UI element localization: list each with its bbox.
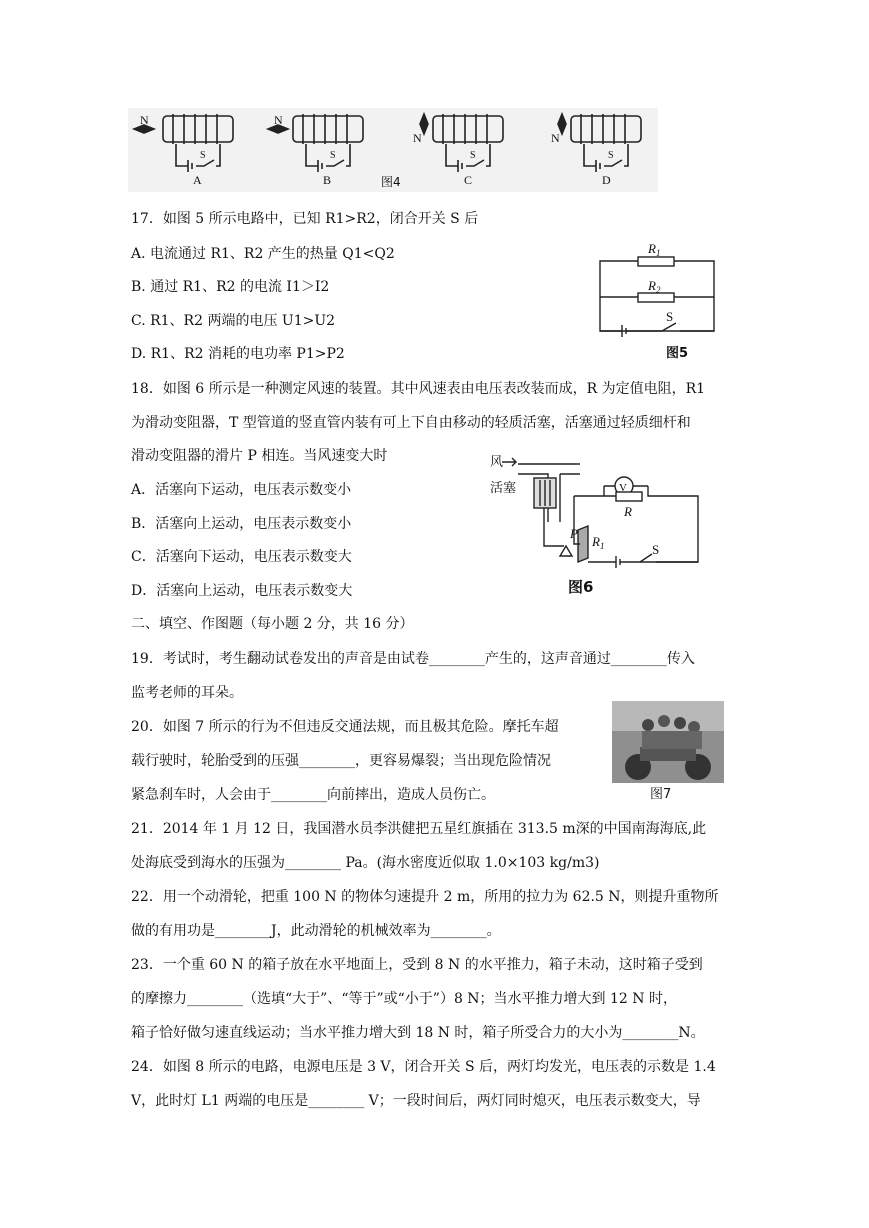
q19-line-2: 监考老师的耳朵。 [131,685,243,701]
option-label-c: C [464,173,473,187]
q21-line-2: 处海底受到海水的压强为________ Pa。(海水密度近似取 1.0×103 kg/m3) [131,855,600,871]
q23-line-1: 23．一个重 60 N 的箱子放在水平地面上，受到 8 N 的水平推力，箱子未动，这时箱子受到 [131,957,703,973]
q18-option-c: C．活塞向下运动，电压表示数变大 [131,549,352,565]
motorcycle-photo [612,701,724,783]
figure-5-caption: 图5 [666,346,689,361]
solenoid-a [134,114,233,172]
section-2-heading: 二、填空、作图题（每小题 2 分，共 16 分） [131,616,414,632]
figure-4 [128,108,658,192]
figure-6-caption: 图6 [568,578,594,596]
q17-option-b: B. 通过 R1、R2 的电流 I1＞I2 [131,279,330,295]
q18-option-a: A．活塞向下运动，电压表示数变小 [131,482,352,498]
figure-4-caption: 图4 [381,175,401,189]
fig6-r1-label: $R_1$ [592,534,605,551]
figure-5 [592,241,722,363]
figure-5-drawing [592,241,722,363]
q20-line-2: 载行驶时，轮胎受到的压强________，更容易爆裂；当出现危险情况 [131,753,551,769]
solenoid-c [420,114,503,172]
fig5-r2-subscript: 2 [655,285,661,295]
q22-line-2: 做的有用功是________J，此动滑轮的机械效率为________。 [131,923,501,939]
q24-line-1: 24．如图 8 所示的电路，电源电压是 3 V，闭合开关 S 后，两灯均发光，电压表的示数是 1.4 [131,1059,716,1075]
fig6-r1-subscript: 1 [599,541,605,551]
q23-line-3: 箱子恰好做匀速直线运动；当水平推力增大到 18 N 时，箱子所受合力的大小为________N。 [131,1025,705,1041]
q18-stem-line-3: 滑动变阻器的滑片 P 相连。当风速变大时 [131,448,388,464]
q18-stem-line-1: 18．如图 6 所示是一种测定风速的装置。其中风速表由电压表改装而成，R 为定值电阻，R1 [131,381,706,397]
switch-label-c: S [470,150,476,161]
option-label-b: B [323,173,332,187]
solenoid-d [558,114,641,172]
fig5-r2-label: $R_2$ [648,278,661,295]
fig6-switch-label: S [652,542,660,557]
switch-label-b: S [330,150,336,161]
needle-label-b: N [274,113,283,127]
q20-line-1: 20．如图 7 所示的行为不但违反交通法规，而且极其危险。摩托车超 [131,719,559,735]
figure-7-photo [612,701,724,783]
fig6-r-label: R [624,504,632,519]
figure-4-drawing [128,108,658,192]
switch-label-d: S [608,150,614,161]
fig5-switch-label: S [666,309,674,324]
q22-line-1: 22．用一个动滑轮，把重 100 N 的物体匀速提升 2 m，所用的拉力为 62.5 N，则提升重物所 [131,889,719,905]
fig6-wind-label: 风 [490,455,504,470]
q24-line-2: V，此时灯 L1 两端的电压是________ V；一段时间后，两灯同时熄灭，电压表示数变大，导 [131,1093,701,1109]
q17-option-d: D. R1、R2 消耗的电功率 P1>P2 [131,346,345,362]
q18-option-d: D．活塞向上运动，电压表示数变大 [131,583,353,599]
q19-line-1: 19．考试时，考生翻动试卷发出的声音是由试卷________产生的，这声音通过________传入 [131,651,695,667]
figure-6-drawing [488,448,708,600]
fig6-piston-label: 活塞 [490,481,517,496]
q18-stem-line-2: 为滑动变阻器，T 型管道的竖直管内装有可上下自由移动的轻质活塞，活塞通过轻质细杆和 [131,415,691,431]
q23-line-2: 的摩擦力________（选填“大于”、“等于”或“小于”）8 N；当水平推力增大到 12 N 时， [131,991,677,1007]
figure-7-caption: 图7 [650,787,672,802]
fig6-p-label: P [570,526,578,541]
q17-option-c: C. R1、R2 两端的电压 U1>U2 [131,313,336,329]
needle-label-d: N [551,131,560,145]
fig5-r1-subscript: 1 [655,248,661,258]
q18-option-b: B．活塞向上运动，电压表示数变小 [131,516,352,532]
fig6-voltmeter-label: V [619,482,627,494]
q21-line-1: 21．2014 年 1 月 12 日，我国潜水员李洪健把五星红旗插在 313.5 m深的中国南海海底,此 [131,821,707,837]
option-label-d: D [602,173,611,187]
q20-line-3: 紧急刹车时，人会由于________向前摔出，造成人员伤亡。 [131,787,495,803]
q17-stem: 17．如图 5 所示电路中，已知 R1>R2，闭合开关 S 后 [131,211,479,227]
option-label-a: A [193,173,202,187]
needle-label-c: N [413,131,422,145]
needle-label-a: N [140,113,149,127]
fig5-r1-label: $R_1$ [648,241,661,258]
figure-6 [488,448,708,600]
switch-label-a: S [200,150,206,161]
q17-option-a: A. 电流通过 R1、R2 产生的热量 Q1<Q2 [131,246,395,262]
